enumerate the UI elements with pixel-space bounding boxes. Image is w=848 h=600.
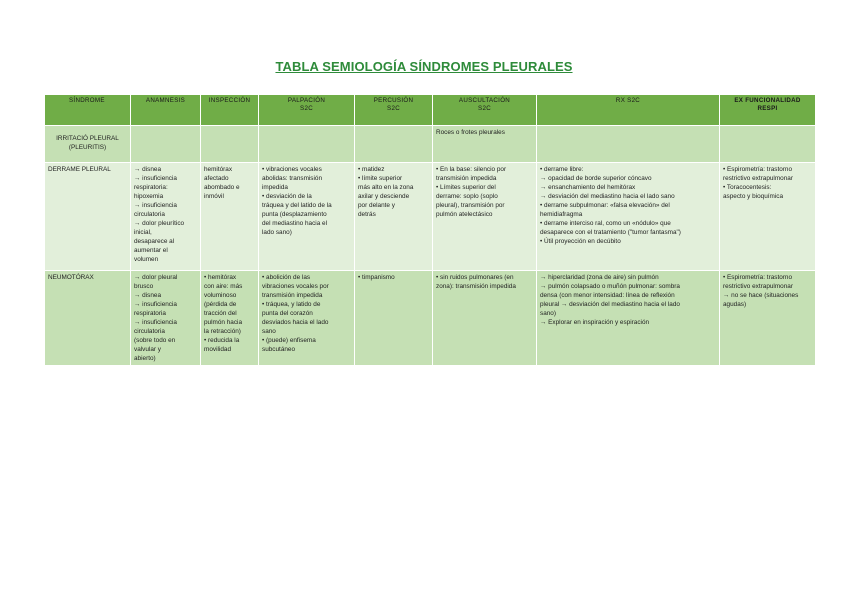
cell-line: • desviación de la <box>262 193 312 200</box>
cell-line: → Explorar en inspiración y espiración <box>540 319 650 326</box>
cell-line: hemidiafragma <box>540 211 583 218</box>
cell-line: (sobre todo en <box>134 337 176 344</box>
cell-anamnesis <box>131 271 201 366</box>
cell-line: inicial, <box>134 229 152 236</box>
cell-line: pleural → desviación del mediastino hacia el lado <box>540 301 680 308</box>
cell-line: agudas) <box>723 301 747 308</box>
cell-line: → insuficiencia <box>134 202 177 209</box>
cell-line: punta (desplazamiento <box>262 211 327 218</box>
cell-line: abierto) <box>134 355 156 362</box>
cell-auscultacion <box>433 271 537 366</box>
cell-line: valvular y <box>134 346 161 353</box>
cell-line: → insuficiencia <box>134 301 177 308</box>
cell-line: detrás <box>358 211 376 218</box>
cell-auscultacion <box>433 126 537 163</box>
cell-line: IRRITACIÓ PLEURAL <box>56 135 119 142</box>
cell-line: NEUMOTÓRAX <box>48 274 94 281</box>
cell-line: • reducida la <box>204 337 240 344</box>
cell-line: afectado <box>204 175 229 182</box>
cell-line: restrictivo extrapulmonar <box>723 283 793 290</box>
cell-line: → dolor pleural <box>134 274 178 281</box>
cell-anamnesis <box>131 163 201 271</box>
cell-percusion <box>355 271 433 366</box>
cell-line: • derrame subpulmonar: «falsa elevación» del <box>540 202 670 209</box>
cell-line: → insuficiencia <box>134 175 177 182</box>
page-title: TABLA SEMIOLOGÍA SÍNDROMES PLEURALES <box>275 59 573 74</box>
header-palpacion: PALPACIÓN S2C <box>259 95 355 126</box>
table-row <box>45 163 816 271</box>
cell-line: • derrame libre: <box>540 166 584 173</box>
cell-line: • límite superior <box>358 175 403 182</box>
cell-line: desaparece al <box>134 238 175 245</box>
cell-percusion <box>355 126 433 163</box>
cell-line: • abolición de las <box>262 274 311 281</box>
cell-line: • hemitórax <box>204 274 237 281</box>
cell-line: • vibraciones vocales <box>262 166 322 173</box>
header-anamnesis: ANAMNESIS <box>131 95 201 126</box>
cell-line: → insuficiencia <box>134 319 177 326</box>
cell-syndrome <box>45 163 131 271</box>
cell-line: circulatoria <box>134 211 165 218</box>
cell-line: sano <box>262 328 276 335</box>
cell-inspeccion <box>201 126 259 163</box>
semiology-table <box>44 94 816 366</box>
cell-line: • En la base: silencio por <box>436 166 507 173</box>
cell-line: sano) <box>540 310 556 317</box>
cell-line: brusco <box>134 283 154 290</box>
cell-line: desviados hacia el lado <box>262 319 329 326</box>
cell-line: subcutáneo <box>262 346 296 353</box>
cell-line: la retracción) <box>204 328 241 335</box>
cell-rx <box>537 271 720 366</box>
header-percusion: PERCUSIÓN S2C <box>355 95 433 126</box>
cell-line: → dolor pleurítico <box>134 220 185 227</box>
cell-line: con aire: más <box>204 283 243 290</box>
cell-line: axilar y desciende <box>358 193 410 200</box>
cell-line: • timpanismo <box>358 274 395 281</box>
cell-line: • matidez <box>358 166 385 173</box>
cell-line: vibraciones vocales por <box>262 283 329 290</box>
cell-syndrome <box>45 271 131 366</box>
cell-line: pleural), transmisión por <box>436 202 505 209</box>
cell-line: • Toracocentesis: <box>723 184 772 191</box>
header-funcionalidad: EX FUNCIONALIDAD RESPI <box>720 95 816 126</box>
cell-line: • tráquea, y latido de <box>262 301 321 308</box>
cell-line: → no se hace (situaciones <box>723 292 799 299</box>
cell-line: lado sano) <box>262 229 292 236</box>
cell-line: (pérdida de <box>204 301 237 308</box>
header-row <box>45 95 816 126</box>
cell-line: • Espirometría: trastorno <box>723 274 793 281</box>
cell-line: → pulmón colapsado o muñón pulmonar: sombra <box>540 283 680 290</box>
cell-inspeccion <box>201 163 259 271</box>
cell-line: → disnea <box>134 292 161 299</box>
cell-line: • Espirometría: trastorno <box>723 166 793 173</box>
cell-line: del mediastino hacia el <box>262 220 328 227</box>
cell-line: • (puede) enfisema <box>262 337 316 344</box>
cell-line: respiratoria: <box>134 184 168 191</box>
cell-line: más alto en la zona <box>358 184 414 191</box>
cell-line: • sin ruidos pulmonares (en <box>436 274 514 281</box>
cell-line: aspecto y bioquímica <box>723 193 784 200</box>
cell-line: transmisión impedida <box>436 175 497 182</box>
cell-line: hipoxemia <box>134 193 164 200</box>
cell-palpacion <box>259 271 355 366</box>
cell-line: restrictivo extrapulmonar <box>723 175 793 182</box>
cell-funcionalidad <box>720 163 816 271</box>
cell-rx <box>537 163 720 271</box>
cell-line: pulmón hacia <box>204 319 243 326</box>
table-row <box>45 126 816 163</box>
cell-line: Roces o frotes pleurales <box>436 129 505 136</box>
header-rx: RX S2C <box>537 95 720 126</box>
cell-line: → ensanchamiento del hemitórax <box>540 184 636 191</box>
cell-line: densa (con menor intensidad: línea de reflexión <box>540 292 675 299</box>
cell-line: DERRAME PLEURAL <box>48 166 111 173</box>
cell-line: respiratoria <box>134 310 166 317</box>
cell-line: tracción del <box>204 310 237 317</box>
cell-line: movilidad <box>204 346 231 353</box>
cell-line: abolidas: transmisión <box>262 175 323 182</box>
cell-line: derrame: soplo (soplo <box>436 193 498 200</box>
cell-funcionalidad <box>720 126 816 163</box>
cell-line: tráquea y del latido de la <box>262 202 332 209</box>
cell-line: • Límites superior del <box>436 184 496 191</box>
cell-line: (PLEURITIS) <box>68 144 107 151</box>
cell-line: por delante y <box>358 202 395 209</box>
cell-line: transmisión impedida <box>262 292 323 299</box>
cell-inspeccion <box>201 271 259 366</box>
cell-line: desaparece con el tratamiento ("tumor fantasma") <box>540 229 681 236</box>
cell-line: circulatoria <box>134 328 165 335</box>
cell-rx <box>537 126 720 163</box>
cell-line: → disnea <box>134 166 161 173</box>
cell-palpacion <box>259 163 355 271</box>
cell-auscultacion <box>433 163 537 271</box>
cell-line: zona): transmisión impedida <box>436 283 516 290</box>
cell-line: inmóvil <box>204 193 224 200</box>
cell-line: volumen <box>134 256 159 263</box>
cell-line: aumentar el <box>134 247 168 254</box>
cell-line: punta del corazón <box>262 310 313 317</box>
cell-line: abombado e <box>204 184 240 191</box>
cell-line: voluminoso <box>204 292 237 299</box>
cell-palpacion <box>259 126 355 163</box>
cell-line: impedida <box>262 184 288 191</box>
header-auscultacion: AUSCULTACIÓN S2C <box>433 95 537 126</box>
cell-line: → opacidad de borde superior cóncavo <box>540 175 652 182</box>
header-sindrome: SÍNDROME <box>45 95 131 126</box>
cell-syndrome <box>45 126 131 163</box>
cell-line: → desviación del mediastino hacia el lado sano <box>540 193 675 200</box>
header-inspeccion: INSPECCIÓN <box>201 95 259 126</box>
cell-line: pulmón atelectásico <box>436 211 493 218</box>
cell-anamnesis <box>131 126 201 163</box>
table-row <box>45 271 816 366</box>
cell-line: • derrame interciso ral, como un «nódulo» que <box>540 220 671 227</box>
cell-percusion <box>355 163 433 271</box>
cell-line: hemitórax <box>204 166 233 173</box>
cell-line: → hiperclaridad (zona de aire) sin pulmón <box>540 274 659 281</box>
cell-funcionalidad <box>720 271 816 366</box>
cell-line: • Útil proyección en decúbito <box>540 238 621 245</box>
